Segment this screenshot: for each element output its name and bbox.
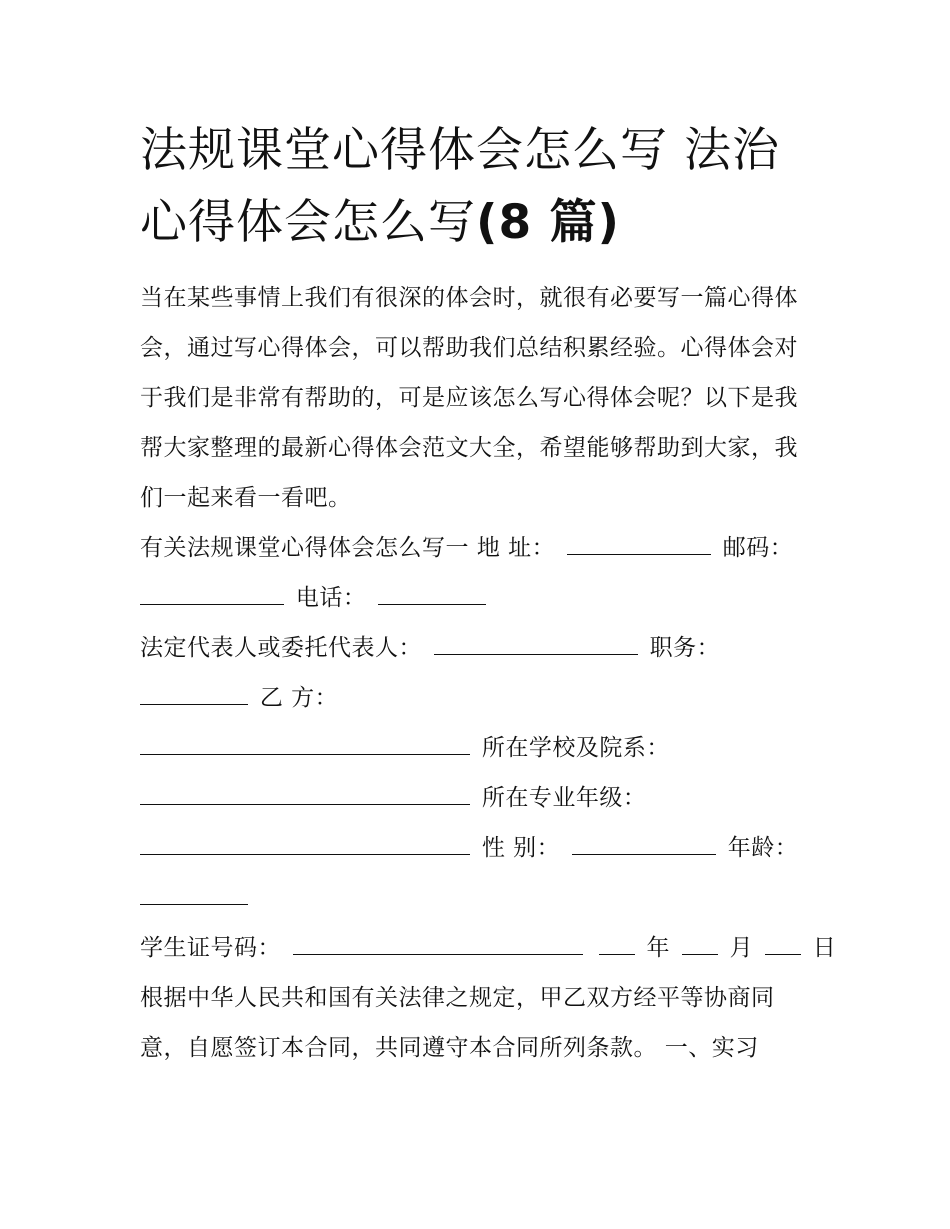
position-blank [140, 684, 248, 705]
form-line-phone [140, 573, 820, 623]
year-blank [599, 934, 635, 955]
form-line-representative [140, 623, 820, 673]
school-label: 所在学校及院系： [481, 735, 670, 761]
school-blank [140, 784, 470, 805]
form-line-gender [140, 823, 820, 873]
month-blank [682, 934, 718, 955]
form-line-address [140, 523, 820, 573]
day-label: 日 [812, 935, 837, 961]
student-id-label: 学生证号码： [140, 935, 281, 961]
major-label: 所在专业年级： [481, 785, 647, 811]
address-label: 地 址： [476, 535, 556, 561]
document-page [140, 115, 837, 1073]
age-label: 年龄： [727, 835, 799, 861]
party-b-label: 乙 方： [259, 685, 339, 711]
form-heading: 有关法规课堂心得体会怎么写一 [140, 535, 469, 561]
student-id-blank [293, 934, 583, 955]
age-blank [140, 884, 248, 905]
gender-label: 性 别： [481, 835, 561, 861]
closing-line-2: 意，自愿签订本合同，共同遵守本合同所列条款。 一、实习 [140, 1035, 759, 1061]
closing-line-1: 根据中华人民共和国有关法律之规定，甲乙双方经平等协商同 [140, 985, 775, 1011]
gender-blank [572, 834, 716, 855]
representative-label: 法定代表人或委托代表人： [140, 635, 422, 661]
intro-paragraph: 当在某些事情上我们有很深的体会时，就很有必要写一篇心得体会，通过写心得体会，可以帮助我们总结积累经验。心得体会对于我们是非常有帮助的，可是应该怎么写心得体会呢？以下是我帮大家整理的最新心得体会范文大全，希望能够帮助到大家，我们一起来看一看吧。 [140, 285, 798, 511]
title-line-2-count: (8 篇) [476, 195, 621, 250]
phone-label: 电话： [295, 585, 367, 611]
address-blank [567, 534, 711, 555]
form-line-age-blank [140, 873, 820, 923]
postcode-label: 邮码： [722, 535, 794, 561]
day-blank [765, 934, 801, 955]
form-line-party-b [140, 673, 820, 723]
form-line-major [140, 773, 820, 823]
document-title [140, 115, 820, 259]
position-label: 职务： [649, 635, 721, 661]
month-label: 月 [729, 935, 754, 961]
phone-blank [378, 584, 486, 605]
title-line-1: 法规课堂心得体会怎么写 法治 [140, 123, 780, 178]
form-line-school [140, 723, 820, 773]
representative-blank [434, 634, 638, 655]
major-blank [140, 834, 470, 855]
postcode-blank [140, 584, 284, 605]
title-line-2-text: 心得体会怎么写 [140, 195, 476, 250]
form-line-student-id [140, 923, 837, 973]
party-b-blank [140, 734, 470, 755]
year-label: 年 [646, 935, 670, 961]
